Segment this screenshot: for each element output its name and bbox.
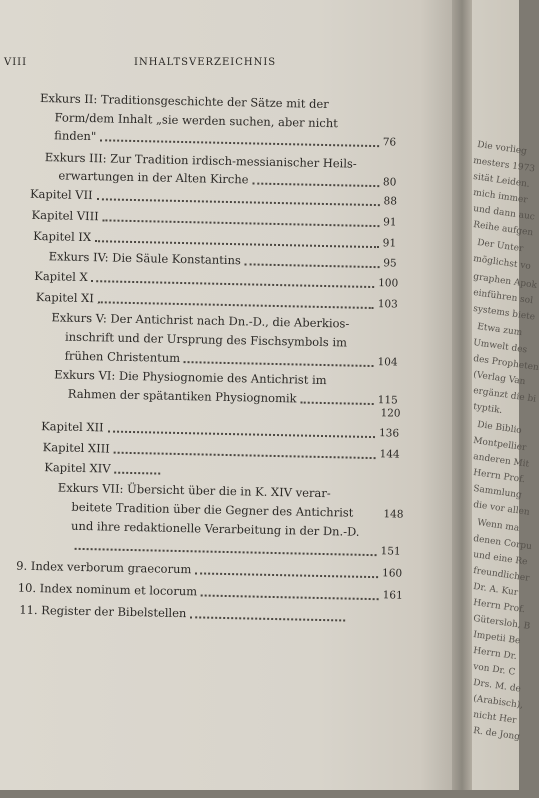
facing-page-line: Etwa zum bbox=[476, 322, 523, 339]
toc-entry-kapitel-13 bbox=[43, 439, 400, 462]
facing-page-line: möglichst vo bbox=[472, 254, 532, 272]
facing-page-line: R. de Jong bbox=[472, 726, 521, 743]
leader-dots bbox=[97, 198, 380, 206]
facing-page-line: typtik. bbox=[472, 402, 503, 416]
facing-page-line: denen Corpu bbox=[472, 534, 533, 553]
toc-page-number: 151 bbox=[380, 545, 401, 558]
page-number-roman: VIII bbox=[4, 57, 28, 68]
toc-entry-text: 11. Register der Bibelstellen bbox=[19, 602, 187, 621]
toc-entry-text: Kapitel IX bbox=[33, 228, 92, 245]
toc-entry-text: Exkurs VII: Übersicht über die in K. XIV verar- bbox=[57, 480, 331, 501]
toc-entry-kapitel-8 bbox=[31, 207, 396, 231]
facing-page-line: Montpellier bbox=[472, 436, 527, 454]
facing-page-line: des Propheten bbox=[472, 354, 539, 374]
toc-page-number: 160 bbox=[381, 567, 403, 580]
toc-entry-text: beitete Tradition über die Gegner des Antichrist bbox=[71, 499, 354, 520]
toc-page-number: 161 bbox=[382, 589, 403, 602]
leader-dots bbox=[301, 402, 374, 406]
toc-entry-kapitel-9 bbox=[33, 228, 396, 252]
facing-page-line: von Dr. C bbox=[472, 662, 516, 678]
facing-page bbox=[472, 0, 539, 790]
toc-entry-text: inschrift und der Ursprung des Fischsymbols im bbox=[64, 329, 348, 350]
toc-entry-exkurs-6 bbox=[68, 386, 398, 409]
facing-page-line: Reihe aufgen bbox=[472, 220, 534, 239]
facing-page-line: freundlicher bbox=[472, 566, 530, 584]
leader-dots bbox=[201, 594, 379, 600]
facing-page-line: graphen Apok bbox=[472, 272, 538, 291]
leader-dots bbox=[114, 472, 160, 475]
toc-entry-exkurs-7-continued bbox=[71, 537, 401, 560]
leader-dots bbox=[92, 280, 374, 288]
toc-entry-text: Exkurs III: Zur Tradition irdisch-messianischer Heils- bbox=[44, 150, 357, 171]
facing-page-line: einführen sol bbox=[472, 288, 534, 307]
facing-page-line: die vor allen bbox=[472, 500, 531, 518]
facing-page-line: Herrn Dr. bbox=[472, 646, 518, 663]
toc-entry-text: Exkurs IV: Die Säule Konstantins bbox=[48, 249, 242, 268]
facing-page-line: Sammlung bbox=[472, 484, 523, 501]
toc-page-number: 144 bbox=[379, 448, 400, 461]
facing-page-line: Drs. M. de bbox=[472, 678, 522, 695]
toc-entry-exkurs-4 bbox=[49, 248, 397, 271]
facing-page-line: und eine Re bbox=[472, 550, 528, 568]
facing-page-line: nicht Her bbox=[472, 710, 518, 726]
facing-page-line: anderen Mit bbox=[472, 452, 530, 470]
toc-entry-section-11 bbox=[19, 602, 349, 625]
toc-entry-text: Kapitel XIV bbox=[44, 460, 111, 476]
toc-page-number: 104 bbox=[377, 356, 398, 369]
facing-page-line: systems biete bbox=[472, 304, 536, 323]
toc-entry-section-9 bbox=[16, 558, 402, 582]
toc-page-number: 88 bbox=[383, 195, 398, 208]
leader-dots bbox=[184, 361, 373, 367]
toc-entry-kapitel-11 bbox=[36, 289, 398, 313]
leader-dots bbox=[103, 219, 379, 227]
facing-page-line: Herrn Prof. bbox=[472, 468, 526, 486]
facing-page-line: sität Leiden. bbox=[472, 172, 531, 190]
toc-entry-section-10 bbox=[18, 580, 403, 604]
toc-entry-kapitel-14 bbox=[44, 459, 164, 478]
toc-page-number: 148 bbox=[383, 508, 404, 521]
leader-dots bbox=[190, 616, 345, 621]
toc-entry-text: finden" bbox=[54, 128, 97, 144]
leader-dots bbox=[114, 452, 376, 459]
leader-dots bbox=[75, 548, 377, 556]
toc-page-number: 80 bbox=[382, 176, 397, 189]
toc-entry-text: Kapitel XII bbox=[41, 419, 104, 435]
toc-entry-text: Rahmen der spätantiken Physiognomik bbox=[67, 386, 297, 406]
facing-page-line: Gütersloh, B bbox=[472, 614, 531, 632]
toc-entry-kapitel-12 bbox=[41, 418, 399, 441]
facing-page-line: Die Biblio bbox=[476, 420, 523, 437]
facing-page-line: Impetii Be bbox=[472, 630, 521, 647]
facing-page-line: Dr. A. Kur bbox=[472, 582, 519, 599]
book-gutter bbox=[452, 0, 472, 790]
leader-dots bbox=[108, 430, 375, 438]
leader-dots bbox=[100, 139, 379, 147]
toc-page-number: 100 bbox=[378, 277, 399, 290]
toc-page-number: 91 bbox=[382, 237, 397, 250]
leader-dots bbox=[98, 301, 374, 309]
toc-entry-text: und ihre redaktionelle Verarbeitung in der Dn.-D. bbox=[70, 518, 360, 539]
leader-dots bbox=[245, 263, 379, 268]
leader-dots bbox=[95, 240, 379, 248]
facing-page-line: Der Unter bbox=[476, 238, 524, 255]
toc-entry-text: Exkurs V: Der Antichrist nach Dn.-D., die Aberkios- bbox=[51, 310, 350, 331]
toc-entry-text: Kapitel VII bbox=[29, 186, 93, 203]
facing-page-line: Herrn Prof. bbox=[472, 598, 526, 616]
toc-page-number: 120 bbox=[380, 407, 401, 420]
toc-entry-text: Form/dem Inhalt „sie werden suchen, aber nicht bbox=[54, 110, 338, 131]
toc-entry-text: Exkurs II: Traditionsgeschichte der Sätze mit der bbox=[39, 91, 329, 112]
toc-entry-text: Kapitel XIII bbox=[42, 440, 110, 456]
toc-entry-exkurs-2 bbox=[54, 127, 396, 150]
toc-page-number: 136 bbox=[378, 427, 400, 440]
leader-dots bbox=[252, 182, 379, 187]
toc-page-number: 95 bbox=[383, 257, 397, 270]
facing-page-line: mesters 1973 bbox=[472, 156, 536, 175]
toc-page-number: 115 bbox=[377, 394, 398, 407]
toc-page-number: 76 bbox=[382, 136, 397, 149]
facing-page-line: Wenn ma bbox=[476, 518, 520, 534]
toc-entry-text: 9. Index verborum graecorum bbox=[16, 558, 192, 577]
facing-page-line: mich immer bbox=[472, 188, 529, 206]
facing-page-line: Die vorlieg bbox=[476, 140, 528, 157]
toc-entry-text: Kapitel VIII bbox=[31, 207, 99, 224]
facing-page-line: (Arabisch), bbox=[472, 694, 524, 711]
toc-entry-text: Kapitel X bbox=[34, 268, 88, 285]
toc-entry-text: Kapitel XI bbox=[35, 289, 94, 306]
toc-page-number: 103 bbox=[377, 298, 398, 311]
toc-entry-text: frühen Christentum bbox=[64, 348, 181, 365]
facing-page-line: Umwelt des bbox=[472, 338, 528, 356]
facing-page-line: und dann auc bbox=[472, 204, 536, 223]
toc-entry-text: Exkurs VI: Die Physiognomie des Antichrist im bbox=[54, 367, 327, 388]
toc-entry-text: erwartungen in der Alten Kirche bbox=[58, 168, 249, 187]
facing-page-line: ergänzt die bi bbox=[472, 386, 537, 405]
page-title: INHALTSVERZEICHNIS bbox=[134, 57, 277, 68]
leader-dots bbox=[195, 572, 378, 578]
toc-entry-text: 10. Index nominum et locorum bbox=[17, 580, 198, 599]
facing-page-line: (Verlag Van bbox=[472, 370, 527, 388]
toc-entry-kapitel-10 bbox=[34, 268, 398, 292]
toc-page-number: 91 bbox=[383, 216, 397, 229]
